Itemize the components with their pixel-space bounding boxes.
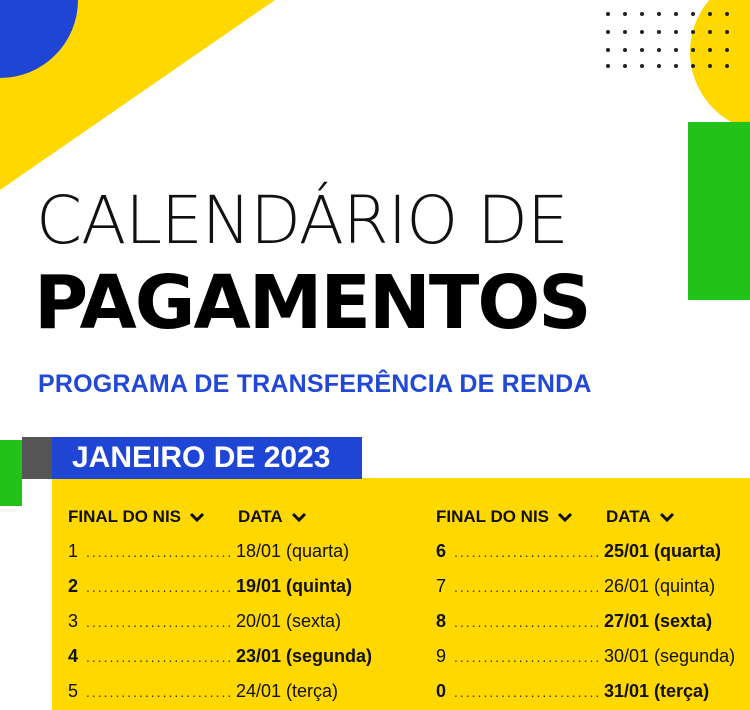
nis-digit: 1 [68, 541, 79, 561]
chevron-down-icon [659, 511, 675, 523]
schedule-row [68, 639, 398, 674]
month-label: JANEIRO DE 2023 [52, 437, 362, 479]
schedule-row [436, 534, 750, 569]
payment-date: 27/01 (sexta) [604, 611, 713, 631]
nis-header-label: FINAL DO NIS [68, 507, 182, 526]
date-header-label: DATA [238, 507, 283, 526]
date-header[interactable] [238, 507, 307, 527]
nis-header-label: FINAL DO NIS [436, 507, 550, 526]
dot-leader: ......................... [454, 579, 602, 595]
chevron-down-icon [291, 511, 307, 523]
schedule-row [68, 674, 398, 709]
dot-leader: ......................... [86, 614, 234, 630]
nis-digit: 5 [68, 681, 79, 701]
dot-leader: ......................... [86, 544, 234, 560]
nis-digit: 3 [68, 611, 79, 631]
month-tab-edge [22, 437, 52, 479]
payment-date: 30/01 (segunda) [604, 646, 736, 666]
schedule-row [436, 604, 750, 639]
dot-leader: ......................... [454, 684, 602, 700]
subtitle: PROGRAMA DE TRANSFERÊNCIA DE RENDA [38, 370, 592, 398]
schedule-row [436, 639, 750, 674]
payment-date: 31/01 (terça) [604, 681, 710, 701]
schedule-row [68, 534, 398, 569]
column-header [436, 500, 750, 534]
nis-digit: 6 [436, 541, 447, 561]
payment-date: 19/01 (quinta) [236, 576, 353, 596]
chevron-down-icon [189, 511, 205, 523]
dot-leader: ......................... [86, 579, 234, 595]
schedule-row [436, 569, 750, 604]
dot-leader: ......................... [86, 649, 234, 665]
green-rect-shape-right [688, 122, 750, 300]
nis-digit: 2 [68, 576, 79, 596]
nis-header[interactable] [436, 507, 606, 527]
nis-digit: 9 [436, 646, 447, 666]
date-header[interactable] [606, 507, 675, 527]
dot-leader: ......................... [86, 684, 234, 700]
payment-date: 24/01 (terça) [236, 681, 339, 701]
payment-date: 23/01 (segunda) [236, 646, 373, 666]
nis-header[interactable] [68, 507, 238, 527]
schedule-row [436, 674, 750, 709]
nis-digit: 0 [436, 681, 447, 701]
schedule-row [68, 604, 398, 639]
date-header-label: DATA [606, 507, 651, 526]
title-line-1: CALENDÁRIO DE [36, 182, 568, 259]
schedule-row [68, 569, 398, 604]
column-header [68, 500, 398, 534]
dot-leader: ......................... [454, 649, 602, 665]
title-line-2: PAGAMENTOS [34, 260, 590, 346]
nis-digit: 7 [436, 576, 447, 596]
chevron-down-icon [557, 511, 573, 523]
nis-digit: 8 [436, 611, 447, 631]
dot-leader: ......................... [454, 544, 602, 560]
dot-grid-decoration [605, 10, 735, 70]
payment-date: 25/01 (quarta) [604, 541, 722, 561]
payment-date: 18/01 (quarta) [236, 541, 350, 561]
green-rect-shape-left [0, 440, 22, 506]
schedule-column-right [436, 500, 750, 709]
dot-leader: ......................... [454, 614, 602, 630]
nis-digit: 4 [68, 646, 79, 666]
payment-date: 20/01 (sexta) [236, 611, 342, 631]
schedule-column-left [68, 500, 398, 709]
payment-date: 26/01 (quinta) [604, 576, 716, 596]
